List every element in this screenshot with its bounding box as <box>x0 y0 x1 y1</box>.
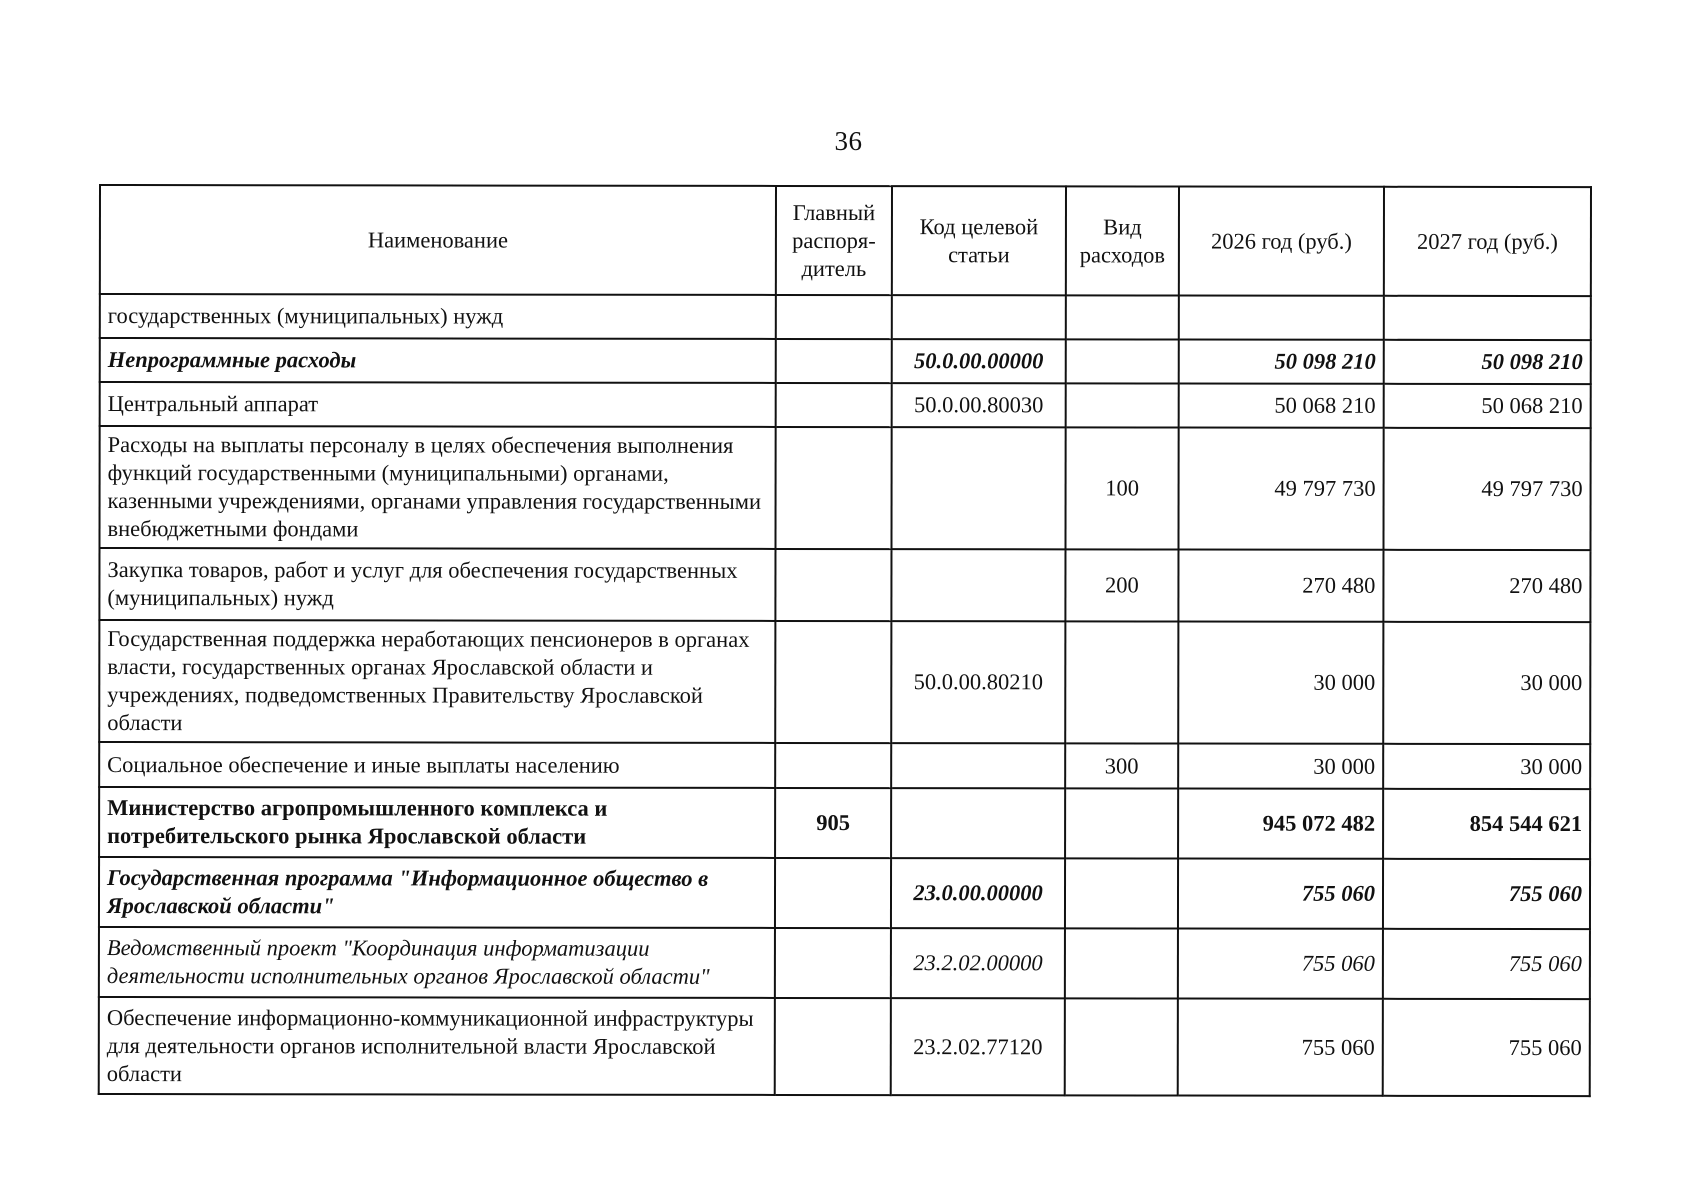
cell-manager <box>775 427 891 549</box>
cell-manager <box>775 928 891 998</box>
cell-amount-2026: 755 060 <box>1178 859 1383 929</box>
cell-amount-2027: 854 544 621 <box>1383 789 1590 859</box>
cell-target-code <box>891 788 1065 858</box>
cell-amount-2026: 755 060 <box>1178 999 1383 1096</box>
page-number: 36 <box>834 126 863 156</box>
cell-amount-2027: 755 060 <box>1383 929 1590 999</box>
table-row <box>99 548 1590 622</box>
cell-manager: 905 <box>775 788 891 858</box>
table-body <box>99 294 1591 1096</box>
cell-expense-type: 200 <box>1065 549 1178 621</box>
cell-amount-2027: 50 068 210 <box>1384 384 1591 428</box>
cell-manager <box>775 621 891 743</box>
cell-manager <box>776 295 892 339</box>
cell-amount-2027: 30 000 <box>1383 622 1590 744</box>
cell-expense-type <box>1065 998 1178 1095</box>
cell-amount-2027 <box>1384 296 1591 340</box>
cell-expense-type: 300 <box>1065 743 1178 788</box>
cell-amount-2027: 270 480 <box>1383 550 1590 622</box>
cell-amount-2026: 30 000 <box>1178 744 1383 789</box>
cell-target-code: 23.2.02.00000 <box>891 928 1065 998</box>
cell-target-code <box>891 743 1065 788</box>
cell-amount-2027: 49 797 730 <box>1383 428 1590 550</box>
cell-amount-2027: 50 098 210 <box>1384 340 1591 384</box>
cell-name: Обеспечение информационно-коммуникационной инфраструктуры для деятельности органов исполнительной власти Ярославской области <box>99 997 775 1095</box>
cell-target-code: 50.0.00.80030 <box>892 383 1066 427</box>
cell-expense-type <box>1066 295 1179 339</box>
cell-amount-2026: 49 797 730 <box>1178 428 1383 550</box>
cell-name: государственных (муниципальных) нужд <box>100 294 776 339</box>
cell-amount-2027: 755 060 <box>1383 859 1590 929</box>
table-row <box>99 997 1590 1096</box>
cell-name: Социальное обеспечение и иные выплаты населению <box>99 742 775 788</box>
table-row <box>99 742 1590 789</box>
cell-name: Непрограммные расходы <box>100 338 776 383</box>
table-row <box>99 426 1590 550</box>
cell-expense-type <box>1065 788 1178 858</box>
table-header-row <box>100 185 1591 296</box>
table-row <box>99 927 1590 999</box>
cell-amount-2026: 50 098 210 <box>1179 340 1384 384</box>
cell-expense-type <box>1066 383 1179 427</box>
cell-target-code: 23.0.00.00000 <box>891 858 1065 928</box>
cell-name: Министерство агропромышленного комплекса и потребительского рынка Ярославской области <box>99 787 775 858</box>
cell-expense-type <box>1066 339 1179 383</box>
cell-manager <box>775 858 891 928</box>
cell-name: Закупка товаров, работ и услуг для обеспечения государственных (муниципальных) нужд <box>99 548 775 621</box>
cell-expense-type <box>1065 621 1178 743</box>
cell-amount-2026: 30 000 <box>1178 622 1383 744</box>
table-row <box>99 787 1590 859</box>
cell-expense-type: 100 <box>1065 427 1178 549</box>
table-row <box>100 294 1591 340</box>
cell-name: Ведомственный проект "Координация информатизации деятельности исполнительных органов Ярославской области" <box>99 927 775 998</box>
cell-target-code <box>892 295 1066 339</box>
cell-name: Расходы на выплаты персоналу в целях обеспечения выполнения функций государственными (муниципальными) органами, казенными учреждениями, органами управления государственными внебюджетными фондами <box>99 426 775 549</box>
header-expense-type: Вид расходов <box>1066 186 1179 295</box>
cell-target-code <box>891 549 1065 621</box>
cell-manager <box>776 339 892 383</box>
cell-target-code: 50.0.00.80210 <box>891 621 1065 743</box>
cell-name: Государственная поддержка неработающих пенсионеров в органах власти, государственных органах Ярославской области и учреждениях, подведомственных Правительству Ярославской области <box>99 620 775 743</box>
header-target-code: Код целевой статьи <box>892 186 1066 295</box>
cell-amount-2026: 50 068 210 <box>1179 384 1384 428</box>
header-name: Наименование <box>100 185 776 295</box>
cell-manager <box>775 998 891 1095</box>
header-manager: Главный распоря-дитель <box>776 186 892 295</box>
cell-amount-2026 <box>1179 296 1384 340</box>
header-year-2026: 2026 год (руб.) <box>1179 187 1384 296</box>
table-row <box>99 857 1590 929</box>
cell-target-code: 23.2.02.77120 <box>891 998 1065 1095</box>
cell-expense-type <box>1065 858 1178 928</box>
cell-target-code <box>891 427 1065 549</box>
budget-table <box>98 184 1592 1097</box>
table-row <box>100 382 1591 428</box>
cell-name: Центральный аппарат <box>100 382 776 427</box>
cell-expense-type <box>1065 928 1178 998</box>
cell-manager <box>775 743 891 788</box>
cell-amount-2027: 30 000 <box>1383 744 1590 789</box>
cell-amount-2026: 755 060 <box>1178 929 1383 999</box>
cell-name: Государственная программа "Информационное общество в Ярославской области" <box>99 857 775 928</box>
cell-amount-2027: 755 060 <box>1383 999 1590 1096</box>
header-year-2027: 2027 год (руб.) <box>1384 187 1591 296</box>
table-row <box>100 338 1591 384</box>
cell-amount-2026: 945 072 482 <box>1178 789 1383 859</box>
cell-manager <box>776 383 892 427</box>
cell-amount-2026: 270 480 <box>1178 550 1383 622</box>
cell-manager <box>775 549 891 621</box>
table-row <box>99 620 1590 744</box>
cell-target-code: 50.0.00.00000 <box>892 339 1066 383</box>
